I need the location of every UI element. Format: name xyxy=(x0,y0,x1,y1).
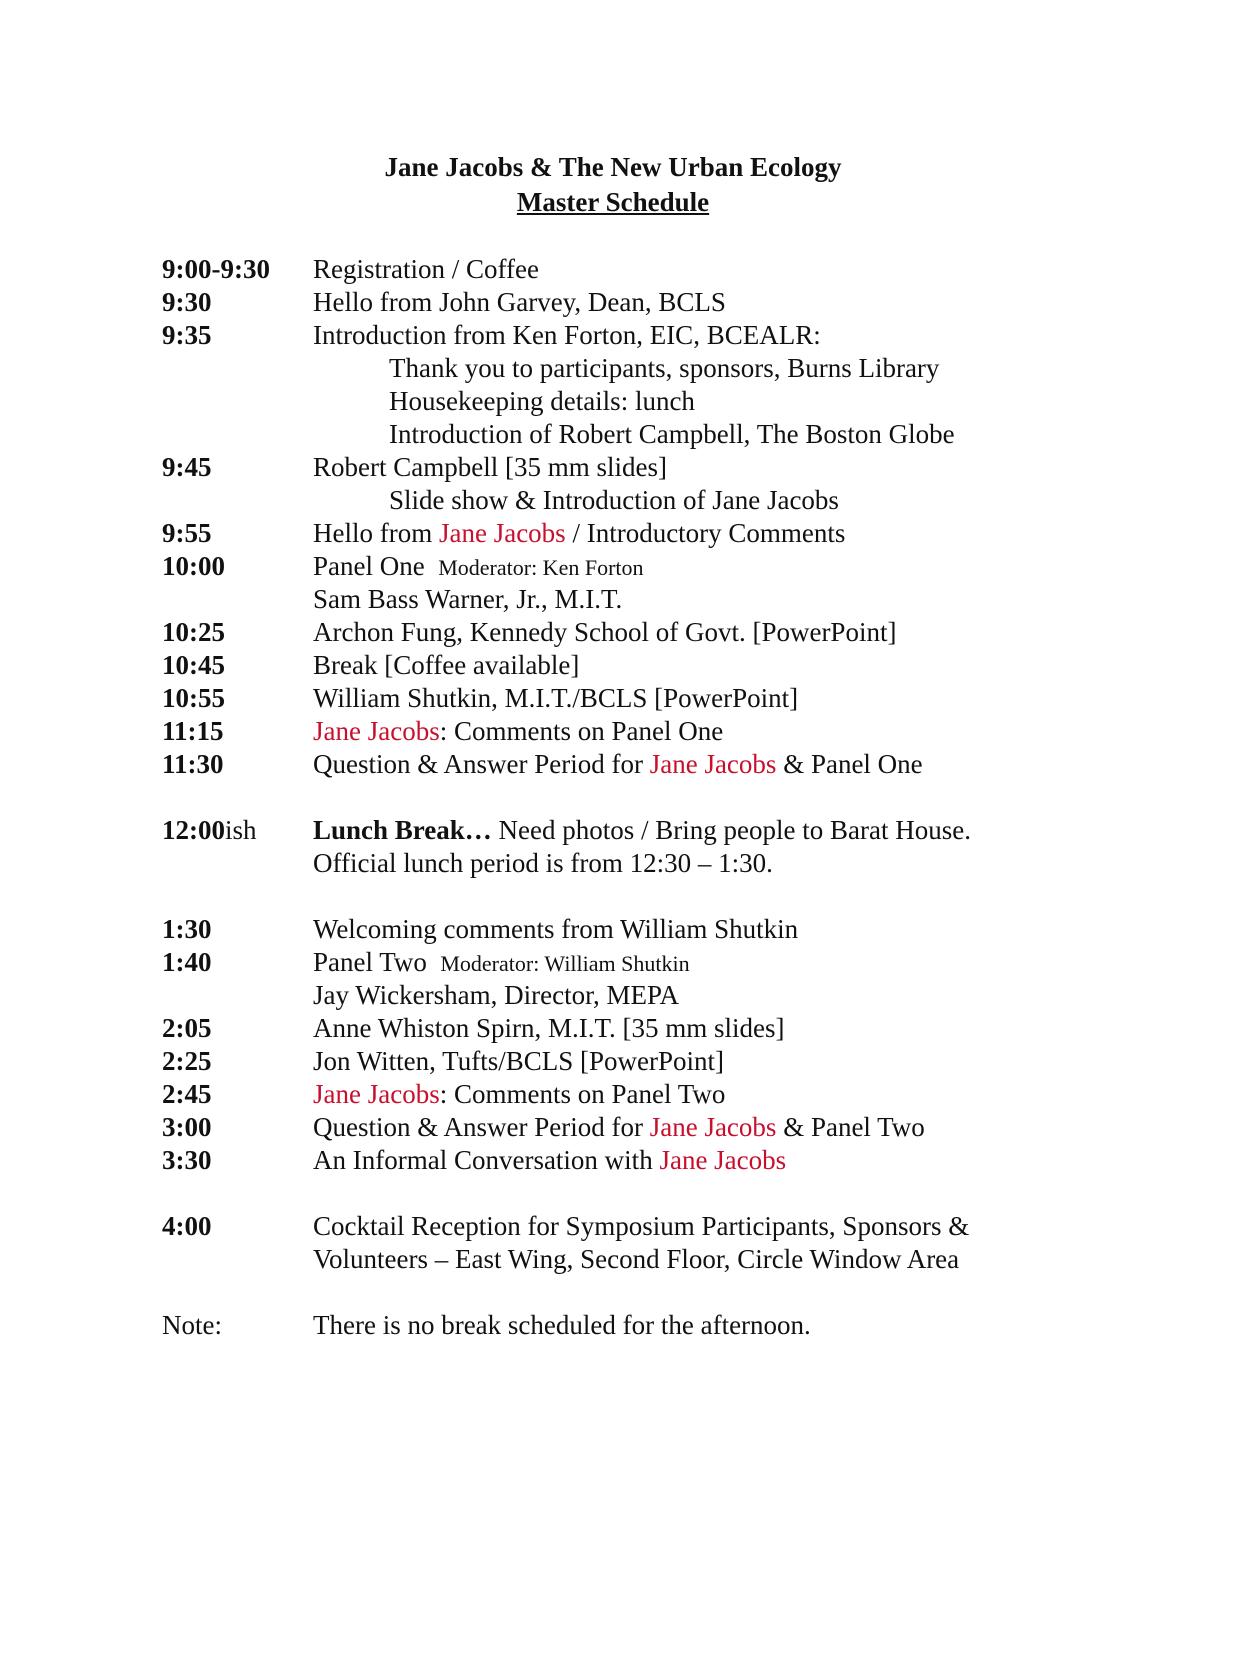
time-suffix: ish xyxy=(225,815,257,845)
schedule-subitem-row xyxy=(162,385,1162,418)
schedule-item: Introduction from Ken Forton, EIC, BCEALR: xyxy=(313,320,821,350)
document-subtitle: Master Schedule xyxy=(516,187,710,217)
item-text: Panel One xyxy=(313,551,425,581)
item-text: & Panel Two xyxy=(776,1112,925,1142)
schedule-item: Archon Fung, Kennedy School of Govt. [PowerPoint] xyxy=(313,617,897,647)
schedule-row xyxy=(162,517,1162,550)
schedule-time: 3:00 xyxy=(162,1112,212,1142)
schedule-time: 9:00-9:30 xyxy=(162,254,270,284)
document-title: Jane Jacobs & The New Urban Ecology xyxy=(384,152,842,182)
schedule-row xyxy=(162,748,1162,781)
schedule-subitem: Housekeeping details: lunch xyxy=(389,386,695,416)
schedule-subitem-row xyxy=(162,418,1162,451)
schedule-item: Sam Bass Warner, Jr., M.I.T. xyxy=(313,584,623,614)
schedule-row xyxy=(162,1012,1162,1045)
schedule-item: Official lunch period is from 12:30 – 1:30. xyxy=(313,848,773,878)
schedule-item xyxy=(313,1144,786,1177)
schedule-row xyxy=(162,550,1162,583)
item-text: : Comments on Panel Two xyxy=(439,1079,726,1109)
schedule-subitem: Introduction of Robert Campbell, The Boston Globe xyxy=(389,419,955,449)
item-text: Need photos / Bring people to Barat House. xyxy=(491,815,971,845)
schedule-time: 1:40 xyxy=(162,947,212,977)
schedule-row xyxy=(162,682,1162,715)
schedule-row xyxy=(162,847,1162,880)
schedule-item xyxy=(313,748,923,781)
schedule-time xyxy=(162,814,257,847)
schedule-row xyxy=(162,253,1162,286)
schedule-item xyxy=(313,946,690,980)
schedule-row xyxy=(162,814,1162,847)
schedule-subitem: Slide show & Introduction of Jane Jacobs xyxy=(389,485,839,515)
item-text: & Panel One xyxy=(776,749,923,779)
highlighted-name: Jane Jacobs xyxy=(649,1112,777,1142)
schedule-row xyxy=(162,946,1162,979)
item-text: Question & Answer Period for xyxy=(313,1112,650,1142)
schedule-item: Jay Wickersham, Director, MEPA xyxy=(313,980,680,1010)
item-text: / Introductory Comments xyxy=(565,518,846,548)
schedule-item xyxy=(313,1078,725,1111)
moderator-note: Moderator: William Shutkin xyxy=(440,951,690,976)
schedule-row xyxy=(162,319,1162,352)
schedule-row xyxy=(162,1210,1162,1243)
spacer xyxy=(162,1276,1162,1309)
note-text: There is no break scheduled for the afternoon. xyxy=(313,1310,811,1340)
schedule-row xyxy=(162,1111,1162,1144)
item-text: Question & Answer Period for xyxy=(313,749,650,779)
item-text: Hello from xyxy=(313,518,439,548)
note-row xyxy=(162,1309,1162,1342)
schedule-row xyxy=(162,1045,1162,1078)
schedule-item xyxy=(313,814,971,847)
schedule-item xyxy=(313,517,845,550)
schedule-time: 9:30 xyxy=(162,287,212,317)
schedule-row xyxy=(162,286,1162,319)
lunch-label: Lunch Break… xyxy=(313,815,492,845)
schedule-row xyxy=(162,1078,1162,1111)
schedule-time: 10:25 xyxy=(162,617,225,647)
schedule-item: Jon Witten, Tufts/BCLS [PowerPoint] xyxy=(313,1046,724,1076)
schedule-item: Anne Whiston Spirn, M.I.T. [35 mm slides] xyxy=(313,1013,785,1043)
schedule-item xyxy=(313,1111,925,1144)
schedule-time: 4:00 xyxy=(162,1211,212,1241)
schedule-item xyxy=(313,550,644,584)
item-text: : Comments on Panel One xyxy=(439,716,724,746)
schedule-subitem-row xyxy=(162,352,1162,385)
schedule-time: 9:35 xyxy=(162,320,212,350)
schedule-item: Registration / Coffee xyxy=(313,254,539,284)
item-text: Panel Two xyxy=(313,947,427,977)
item-text: An Informal Conversation with xyxy=(313,1145,660,1175)
note-label: Note: xyxy=(162,1310,222,1340)
schedule-item: Welcoming comments from William Shutkin xyxy=(313,914,799,944)
spacer xyxy=(162,1177,1162,1210)
schedule-time: 10:55 xyxy=(162,683,225,713)
schedule-row xyxy=(162,451,1162,484)
schedule-time: 10:00 xyxy=(162,551,225,581)
spacer xyxy=(162,880,1162,913)
highlighted-name: Jane Jacobs xyxy=(313,716,440,746)
moderator-note: Moderator: Ken Forton xyxy=(438,555,644,580)
schedule-subitem: Thank you to participants, sponsors, Burns Library xyxy=(389,353,940,383)
schedule-subitem-row xyxy=(162,484,1162,517)
highlighted-name: Jane Jacobs xyxy=(438,518,566,548)
highlighted-name: Jane Jacobs xyxy=(649,749,777,779)
schedule-time: 11:30 xyxy=(162,749,224,779)
schedule-time: 1:30 xyxy=(162,914,212,944)
schedule-row xyxy=(162,583,1162,616)
schedule-item: William Shutkin, M.I.T./BCLS [PowerPoint] xyxy=(313,683,799,713)
schedule-row xyxy=(162,913,1162,946)
schedule-time: 9:45 xyxy=(162,452,212,482)
schedule-item: Hello from John Garvey, Dean, BCLS xyxy=(313,287,726,317)
schedule-time: 2:25 xyxy=(162,1046,212,1076)
schedule xyxy=(162,253,1162,1342)
schedule-item: Volunteers – East Wing, Second Floor, Circle Window Area xyxy=(313,1244,960,1274)
schedule-row xyxy=(162,1144,1162,1177)
schedule-item: Break [Coffee available] xyxy=(313,650,580,680)
schedule-time: 2:45 xyxy=(162,1079,212,1109)
schedule-time: 9:55 xyxy=(162,518,212,548)
schedule-row xyxy=(162,649,1162,682)
schedule-row xyxy=(162,715,1162,748)
schedule-row xyxy=(162,979,1162,1012)
time-number: 12:00 xyxy=(162,815,225,845)
highlighted-name: Jane Jacobs xyxy=(313,1079,440,1109)
schedule-time: 2:05 xyxy=(162,1013,212,1043)
schedule-time: 11:15 xyxy=(162,716,224,746)
schedule-time: 3:30 xyxy=(162,1145,212,1175)
schedule-item: Cocktail Reception for Symposium Participants, Sponsors & xyxy=(313,1211,970,1241)
highlighted-name: Jane Jacobs xyxy=(659,1145,787,1175)
schedule-item xyxy=(313,715,723,748)
schedule-row xyxy=(162,616,1162,649)
schedule-item: Robert Campbell [35 mm slides] xyxy=(313,452,667,482)
schedule-time: 10:45 xyxy=(162,650,225,680)
title-block xyxy=(0,150,1226,220)
schedule-row xyxy=(162,1243,1162,1276)
spacer xyxy=(162,781,1162,814)
